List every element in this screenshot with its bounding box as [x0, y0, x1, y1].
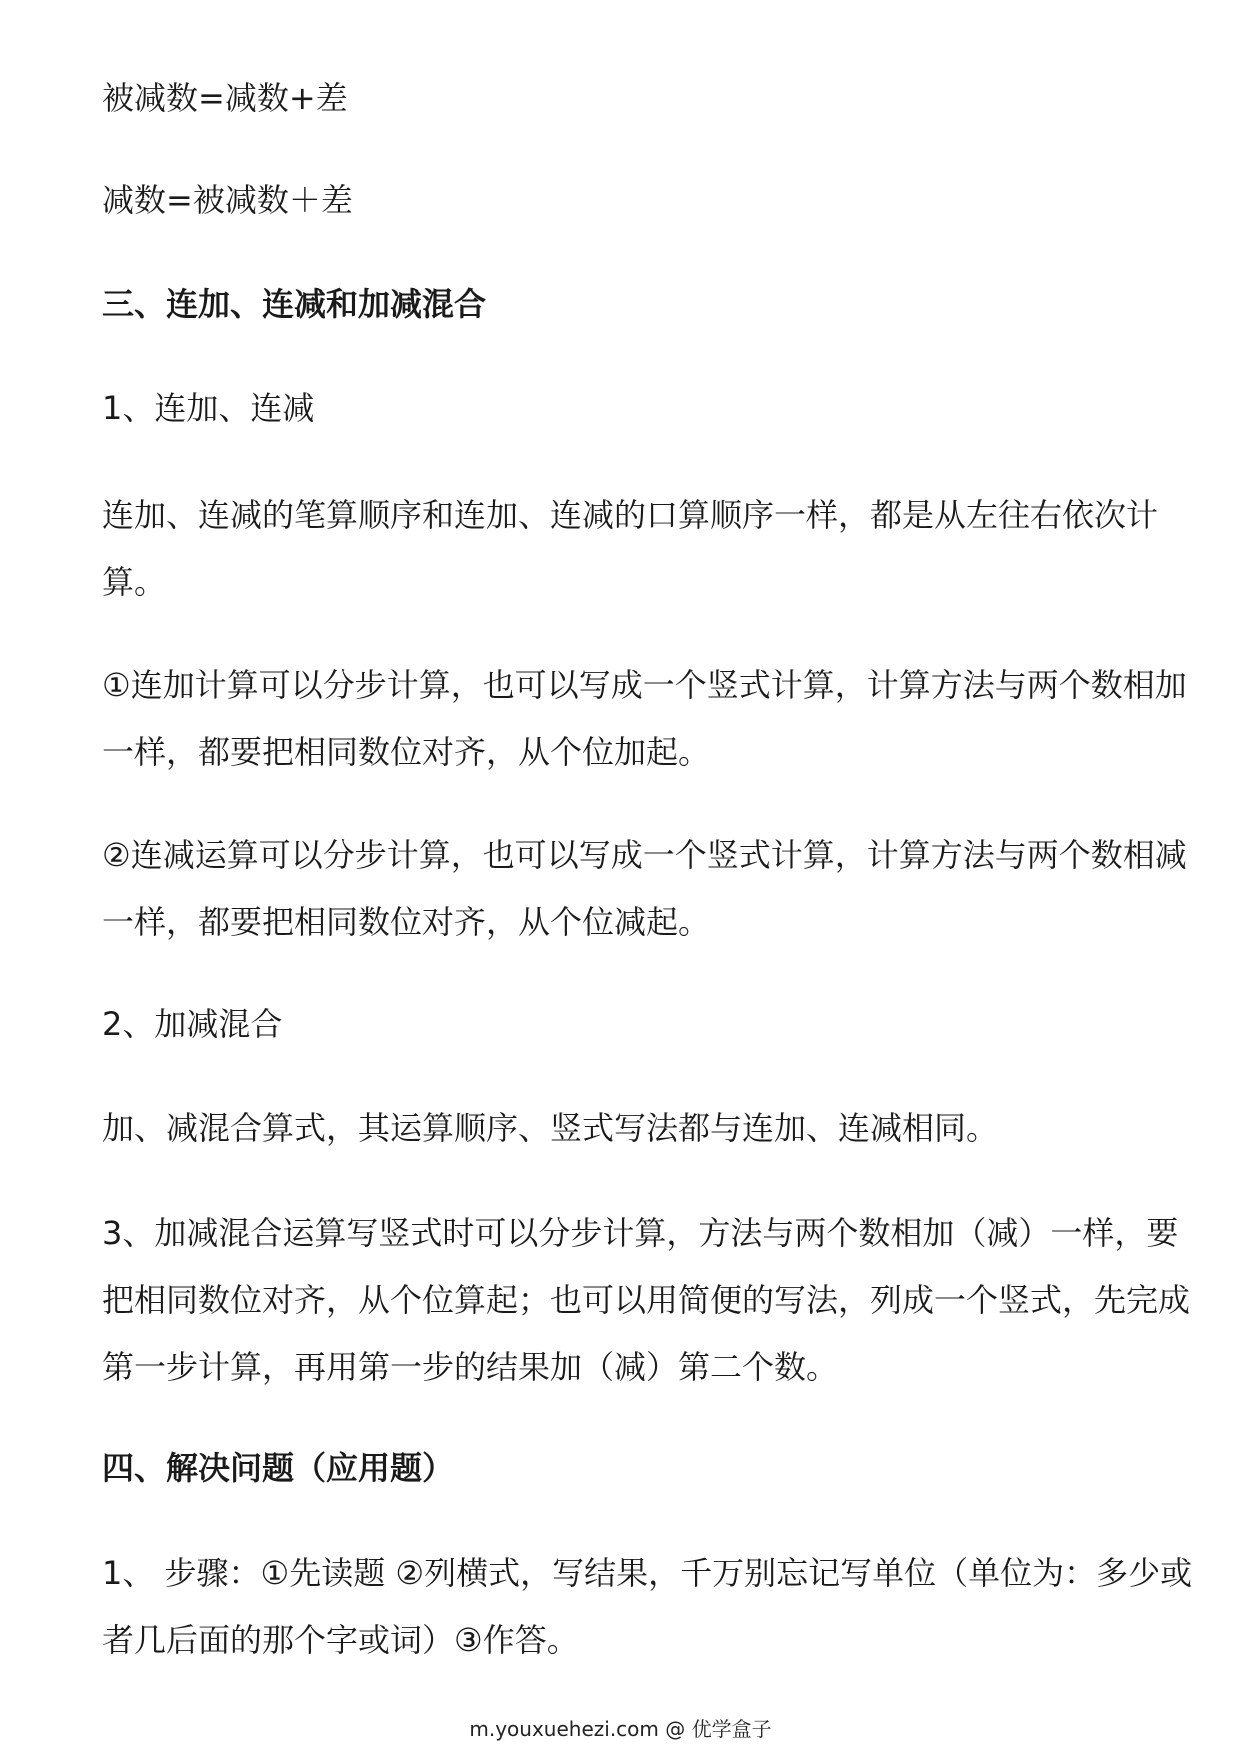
subsection-1-text: 连加、连减的笔算顺序和连加、连减的口算顺序一样，都是从左往右依次计算。 — [102, 496, 1159, 601]
footer-watermark: m.youxuehezi.com @ 优学盒子 — [469, 1717, 772, 1741]
section-4-heading: 四、解决问题（应用题） — [102, 1449, 455, 1487]
section-4-item-1: 1、 步骤：①先读题 ②列横式，写结果，千万别忘记写单位（单位为：多少或者几后面的那个字或词）③作答。 — [102, 1554, 1193, 1659]
formula-subtrahend: 减数=被减数＋差 — [102, 181, 353, 219]
point-1-text: ①连加计算可以分步计算，也可以写成一个竖式计算，计算方法与两个数相加一样，都要把相同数位对齐，从个位加起。 — [102, 666, 1187, 771]
subsection-2-text: 加、减混合算式，其运算顺序、竖式写法都与连加、连减相同。 — [102, 1109, 999, 1147]
point-2-text: ②连减运算可以分步计算，也可以写成一个竖式计算，计算方法与两个数相减一样，都要把相同数位对齐，从个位减起。 — [102, 836, 1187, 941]
section-3-heading: 三、连加、连减和加减混合 — [102, 285, 487, 323]
formula-minuend: 被减数=减数+差 — [102, 79, 348, 117]
subsection-2-title: 2、加减混合 — [102, 1005, 283, 1043]
subsection-1-title: 1、连加、连减 — [102, 389, 315, 427]
subsection-3-text: 3、加减混合运算写竖式时可以分步计算，方法与两个数相加（减）一样，要把相同数位对齐，从个位算起；也可以用简便的写法，列成一个竖式，先完成第一步计算，再用第一步的结果加（减）第二个数。 — [102, 1214, 1191, 1386]
